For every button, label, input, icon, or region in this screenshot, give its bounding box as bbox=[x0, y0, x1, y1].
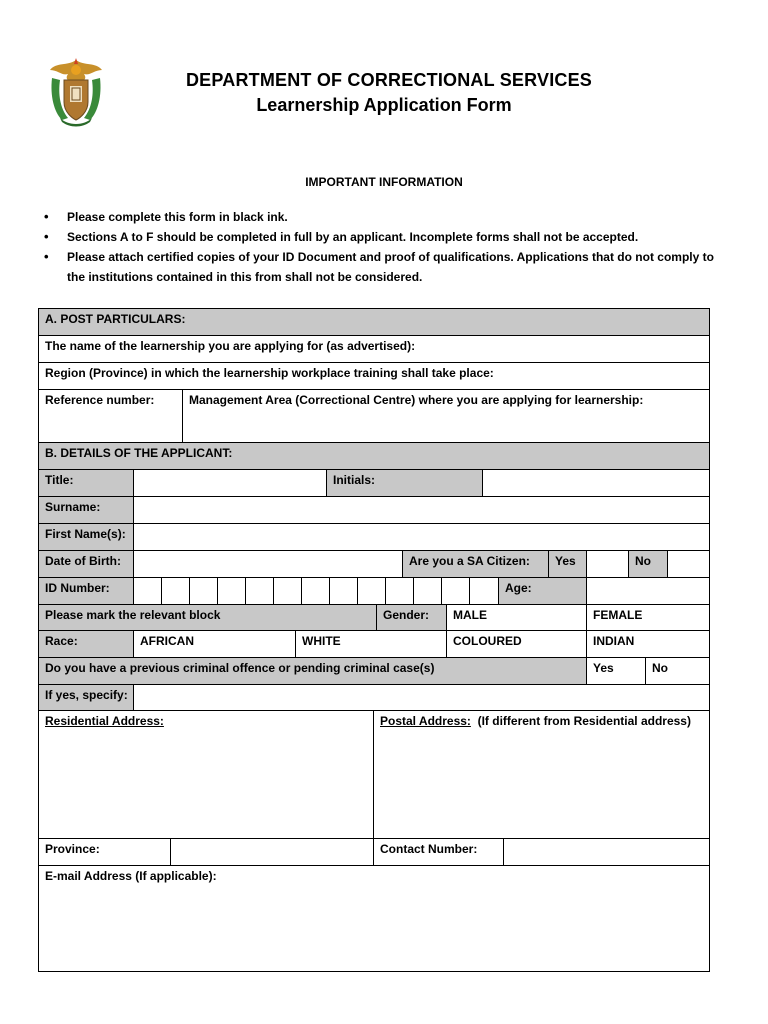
criminal-record-label: Do you have a previous criminal offence or pending criminal case(s) bbox=[39, 658, 587, 685]
initials-label: Initials: bbox=[327, 470, 483, 497]
race-african-option[interactable]: AFRICAN bbox=[134, 631, 296, 658]
gender-male-option[interactable]: MALE bbox=[447, 605, 587, 631]
info-list bbox=[44, 207, 734, 287]
title-input[interactable] bbox=[134, 470, 327, 497]
criminal-no-option[interactable]: No bbox=[646, 658, 709, 685]
section-b-header: B. DETAILS OF THE APPLICANT: bbox=[39, 443, 709, 470]
section-a-header: A. POST PARTICULARS: bbox=[39, 309, 709, 336]
residential-address-field[interactable] bbox=[39, 711, 374, 839]
citizen-yes-box[interactable] bbox=[587, 551, 629, 578]
id-digit-box[interactable] bbox=[470, 578, 499, 605]
gender-female-option[interactable]: FEMALE bbox=[587, 605, 709, 631]
id-number-label: ID Number: bbox=[39, 578, 134, 605]
initials-input[interactable] bbox=[483, 470, 709, 497]
criminal-yes-option[interactable]: Yes bbox=[587, 658, 646, 685]
id-digit-box[interactable] bbox=[414, 578, 442, 605]
if-yes-label: If yes, specify: bbox=[39, 685, 134, 711]
application-form bbox=[38, 308, 710, 972]
race-white-option[interactable]: WHITE bbox=[296, 631, 447, 658]
contact-number-input[interactable] bbox=[504, 839, 709, 866]
id-digit-box[interactable] bbox=[218, 578, 246, 605]
id-digit-box[interactable] bbox=[162, 578, 190, 605]
age-input[interactable] bbox=[587, 578, 709, 605]
residential-address-label: Residential Address: bbox=[45, 714, 164, 728]
race-coloured-option[interactable]: COLOURED bbox=[447, 631, 587, 658]
email-address-field[interactable]: E-mail Address (If applicable): bbox=[45, 869, 217, 883]
id-digit-box[interactable] bbox=[134, 578, 162, 605]
if-yes-input[interactable] bbox=[134, 685, 709, 711]
id-digit-box[interactable] bbox=[386, 578, 414, 605]
age-label: Age: bbox=[499, 578, 587, 605]
gender-label: Gender: bbox=[377, 605, 447, 631]
id-digit-box[interactable] bbox=[442, 578, 470, 605]
form-title: Learnership Application Form bbox=[256, 95, 512, 115]
id-digit-box[interactable] bbox=[302, 578, 330, 605]
first-names-label: First Name(s): bbox=[39, 524, 134, 551]
surname-label: Surname: bbox=[39, 497, 134, 524]
race-indian-option[interactable]: INDIAN bbox=[587, 631, 709, 658]
dob-input[interactable] bbox=[134, 551, 403, 578]
contact-number-label: Contact Number: bbox=[374, 839, 504, 866]
id-digit-box[interactable] bbox=[274, 578, 302, 605]
postal-address-field[interactable] bbox=[374, 711, 709, 839]
info-item: • Please complete this form in black ink. bbox=[44, 207, 734, 227]
title-label: Title: bbox=[39, 470, 134, 497]
postal-address-label: Postal Address: bbox=[380, 714, 471, 728]
id-digit-box[interactable] bbox=[190, 578, 218, 605]
citizen-no-box[interactable] bbox=[668, 551, 709, 578]
important-info-heading: IMPORTANT INFORMATION bbox=[305, 175, 463, 189]
race-label: Race: bbox=[39, 631, 134, 658]
mark-block-label: Please mark the relevant block bbox=[39, 605, 377, 631]
sa-citizen-label: Are you a SA Citizen: bbox=[403, 551, 549, 578]
dob-label: Date of Birth: bbox=[39, 551, 134, 578]
id-digit-box[interactable] bbox=[246, 578, 274, 605]
citizen-yes-label: Yes bbox=[549, 551, 587, 578]
province-label: Province: bbox=[39, 839, 171, 866]
department-title: DEPARTMENT OF CORRECTIONAL SERVICES bbox=[185, 70, 593, 90]
province-input[interactable] bbox=[171, 839, 374, 866]
management-area-field[interactable]: Management Area (Correctional Centre) where you are applying for learnership: bbox=[183, 390, 709, 443]
region-field[interactable]: Region (Province) in which the learnership workplace training shall take place: bbox=[39, 363, 709, 390]
reference-number-field[interactable]: Reference number: bbox=[39, 390, 183, 443]
learnership-name-field[interactable]: The name of the learnership you are applying for (as advertised): bbox=[39, 336, 709, 363]
id-digit-box[interactable] bbox=[358, 578, 386, 605]
postal-address-note: (If different from Residential address) bbox=[477, 714, 691, 728]
id-digit-box[interactable] bbox=[330, 578, 358, 605]
citizen-no-label: No bbox=[629, 551, 668, 578]
first-names-input[interactable] bbox=[134, 524, 709, 551]
info-item: • Please attach certified copies of your ID Document and proof of qualifications. Applications that do not comply to the institutions contained in this from shall not be considered. bbox=[44, 247, 734, 287]
coat-of-arms-icon bbox=[46, 56, 106, 128]
info-item: • Sections A to F should be completed in full by an applicant. Incomplete forms shall not be accepted. bbox=[44, 227, 734, 247]
surname-input[interactable] bbox=[134, 497, 709, 524]
